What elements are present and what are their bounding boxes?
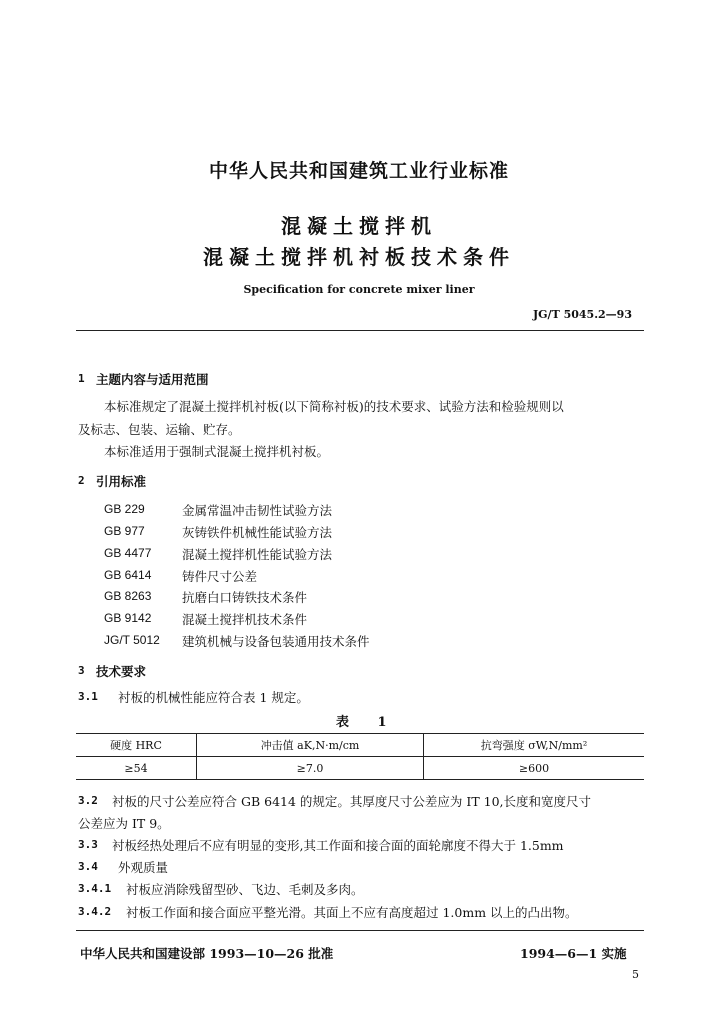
clause-3-1-text: 衬板的机械性能应符合表 1 规定。 bbox=[118, 690, 309, 705]
header-divider bbox=[76, 330, 644, 331]
clause-3-3-text: 衬板经热处理后不应有明显的变形,其工作面和接合面的面轮廓度不得大于 1.5mm bbox=[112, 838, 564, 853]
section-3-number: 3 bbox=[78, 664, 85, 677]
section-3-title: 技术要求 bbox=[96, 664, 147, 679]
ref-name: 铸件尺寸公差 bbox=[182, 569, 258, 584]
standard-code: JG/T 5045.2—93 bbox=[532, 308, 632, 321]
clause-3-2-line2: 公差应为 IT 9。 bbox=[78, 816, 170, 831]
clause-3-2-number: 3.2 bbox=[78, 794, 98, 807]
section-1-paragraph-2: 本标准适用于强制式混凝土搅拌机衬板。 bbox=[104, 444, 330, 459]
clause-3-1-number: 3.1 bbox=[78, 690, 98, 703]
ref-name: 灰铸铁件机械性能试验方法 bbox=[182, 525, 333, 540]
clause-3-4-number: 3.4 bbox=[78, 860, 98, 873]
ref-name: 混凝土搅拌机技术条件 bbox=[182, 612, 308, 627]
ref-code: GB 977 bbox=[104, 524, 145, 538]
page-number: 5 bbox=[632, 968, 639, 981]
table-header-cell: 硬度 HRC bbox=[76, 734, 197, 757]
table-row bbox=[76, 757, 644, 780]
footer-divider bbox=[76, 930, 644, 931]
ref-name: 抗磨白口铸铁技术条件 bbox=[182, 590, 308, 605]
ref-code: JG/T 5012 bbox=[104, 633, 160, 647]
english-subtitle: Specification for concrete mixer liner bbox=[243, 283, 475, 296]
doc-title-line2: 混凝土搅拌机衬板技术条件 bbox=[203, 245, 515, 269]
ref-code: GB 4477 bbox=[104, 546, 152, 560]
ref-code: GB 8263 bbox=[104, 589, 152, 603]
section-1-paragraph-1-line1: 本标准规定了混凝土搅拌机衬板(以下简称衬板)的技术要求、试验方法和检验规则以 bbox=[104, 399, 564, 414]
clause-3-4-2-text: 衬板工作面和接合面应平整光滑。其面上不应有高度超过 1.0mm 以上的凸出物。 bbox=[126, 905, 578, 920]
table-header-cell: 冲击值 aK,N·m/cm bbox=[197, 734, 424, 757]
doc-title-line1: 混凝土搅拌机 bbox=[281, 214, 437, 238]
table-cell: ≥54 bbox=[76, 757, 197, 780]
clause-3-4-1-number: 3.4.1 bbox=[78, 882, 112, 895]
clause-3-4-2-number: 3.4.2 bbox=[78, 905, 112, 918]
section-2-number: 2 bbox=[78, 474, 85, 487]
ref-name: 金属常温冲击韧性试验方法 bbox=[182, 503, 333, 518]
clause-3-2-line1: 衬板的尺寸公差应符合 GB 6414 的规定。其厚度尺寸公差应为 IT 10,长度和宽度尺寸 bbox=[112, 794, 592, 809]
table-1-caption: 表 1 bbox=[336, 715, 399, 730]
approval-line: 中华人民共和国建设部 1993—10—26 批准 bbox=[80, 946, 334, 961]
section-1-paragraph-1-line2: 及标志、包装、运输、贮存。 bbox=[78, 422, 241, 437]
effective-date: 1994—6—1 实施 bbox=[520, 946, 627, 961]
clause-3-4-text: 外观质量 bbox=[118, 860, 169, 875]
table-cell: ≥600 bbox=[424, 757, 645, 780]
org-title: 中华人民共和国建筑工业行业标准 bbox=[208, 160, 509, 182]
section-2-title: 引用标准 bbox=[96, 474, 147, 489]
table-cell: ≥7.0 bbox=[197, 757, 424, 780]
clause-3-4-1-text: 衬板应消除残留型砂、飞边、毛刺及多肉。 bbox=[126, 882, 364, 897]
table-header-row bbox=[76, 734, 644, 757]
section-1-title: 主题内容与适用范围 bbox=[96, 372, 209, 387]
table-1 bbox=[76, 733, 644, 780]
ref-name: 建筑机械与设备包装通用技术条件 bbox=[182, 634, 370, 649]
ref-code: GB 9142 bbox=[104, 611, 152, 625]
ref-code: GB 229 bbox=[104, 502, 145, 516]
ref-name: 混凝土搅拌机性能试验方法 bbox=[182, 547, 333, 562]
section-1-number: 1 bbox=[78, 372, 85, 385]
table-header-cell: 抗弯强度 σW,N/mm² bbox=[424, 734, 645, 757]
ref-code: GB 6414 bbox=[104, 568, 152, 582]
clause-3-3-number: 3.3 bbox=[78, 838, 98, 851]
